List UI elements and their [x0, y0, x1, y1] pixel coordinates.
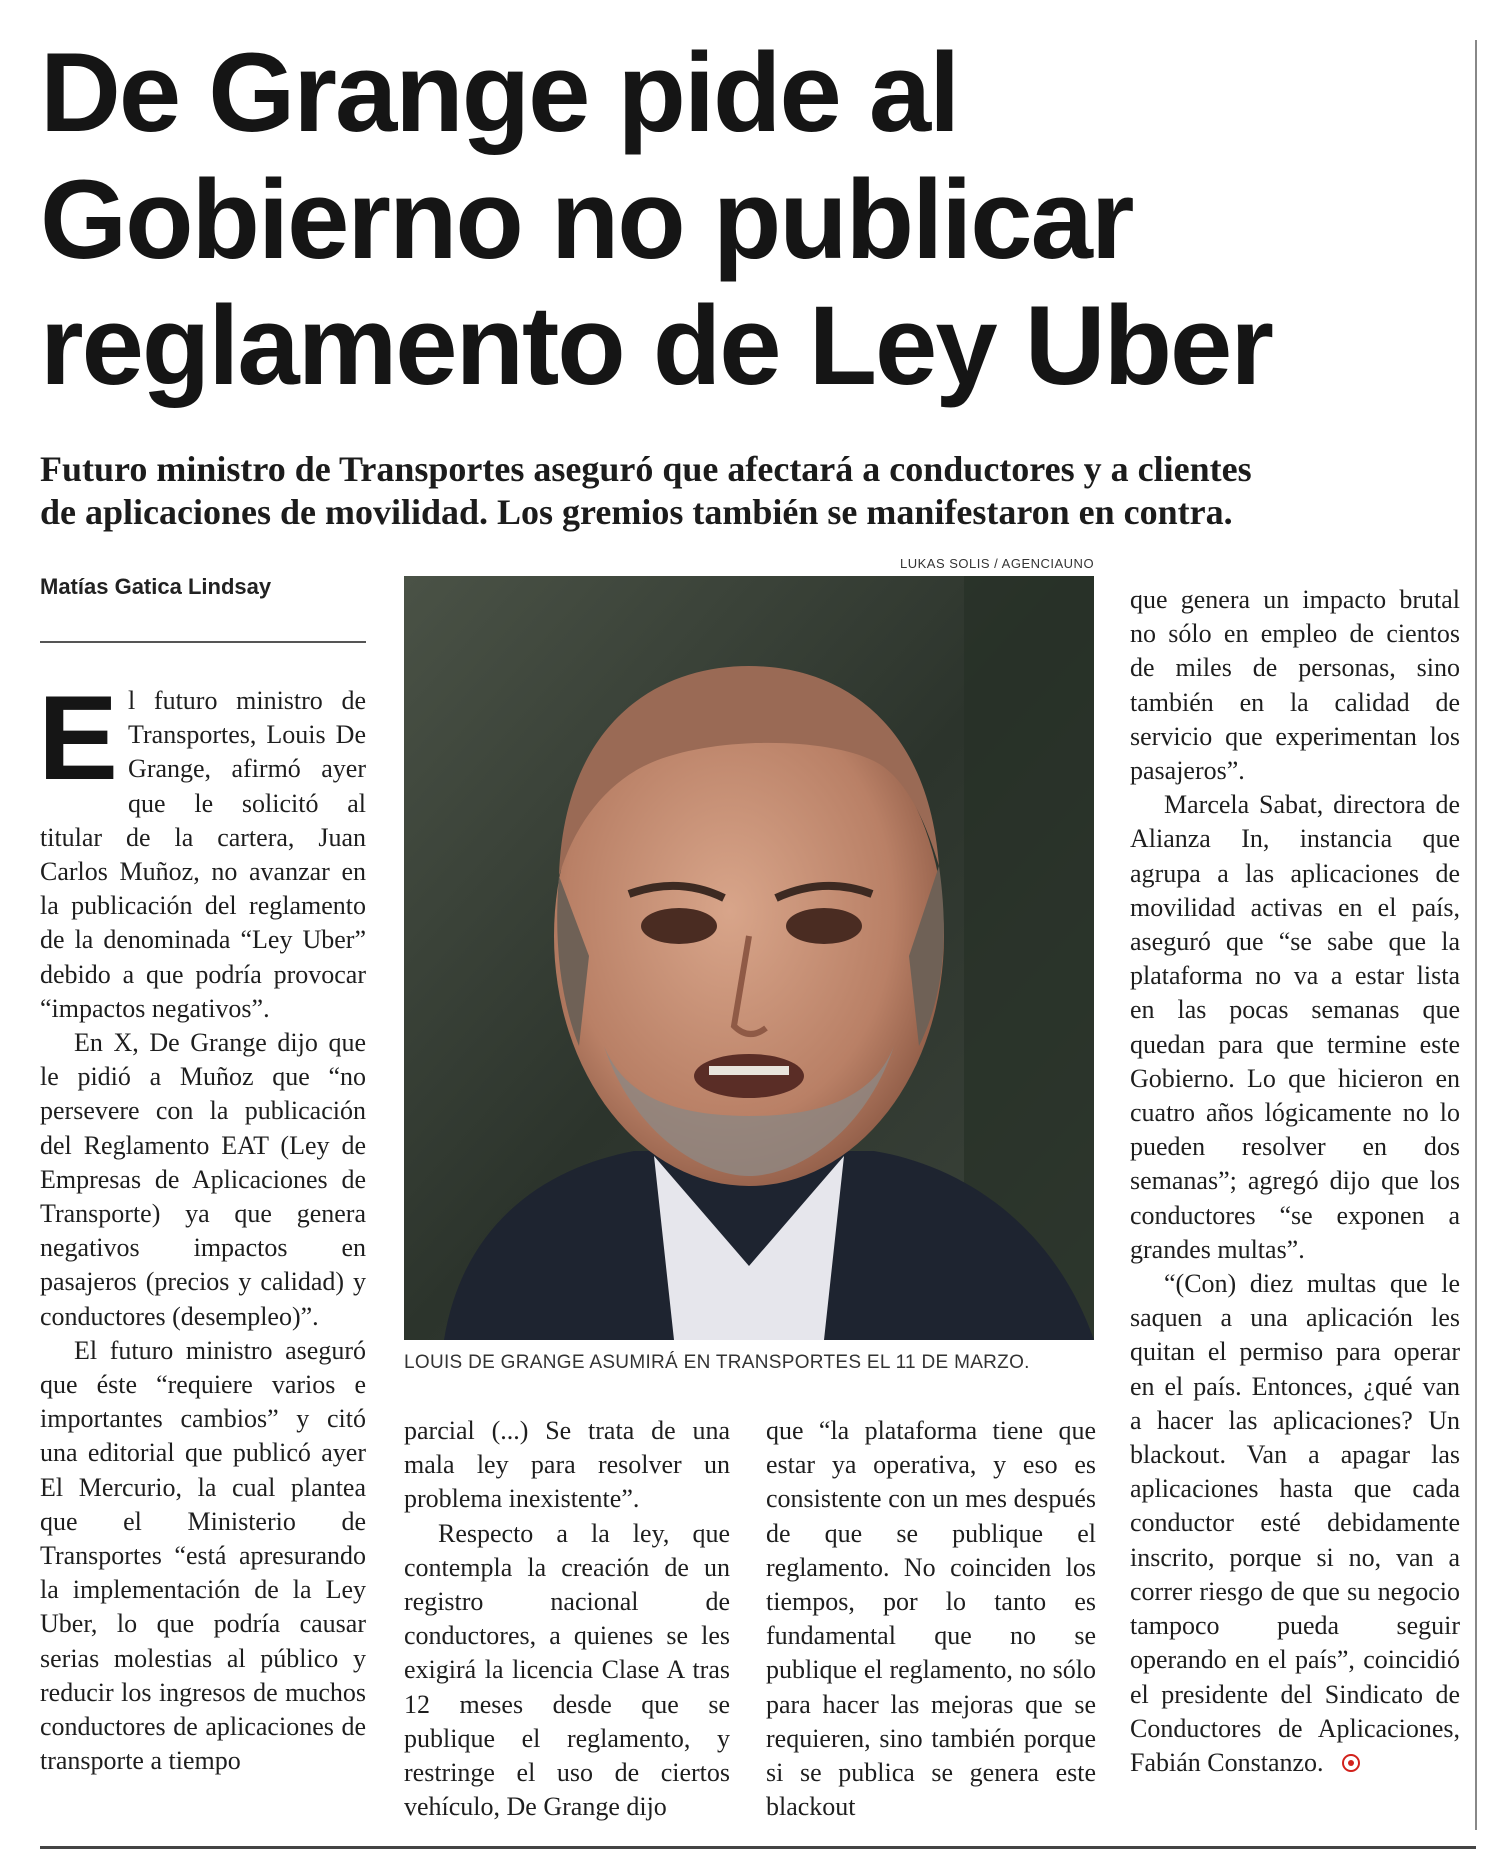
photo-credit: LUKAS SOLIS / AGENCIAUNO: [900, 556, 1095, 571]
article-column-2: [404, 1414, 730, 1824]
paragraph: En X, De Grange dijo que le pidió a Muñoz que “no persevere con la publicación del Reglamento EAT (Ley de Empresas de Aplicaciones de Transporte) ya que genera negativos impactos en pasajeros (precios y calidad) y conductores (desempleo)”.: [40, 1028, 366, 1331]
byline-divider: [40, 641, 366, 643]
photo-caption: LOUIS DE GRANGE ASUMIRÁ EN TRANSPORTES EL 11 DE MARZO.: [404, 1352, 1030, 1373]
headline-line: reglamento de Ley Uber: [40, 283, 1272, 409]
paragraph: l futuro ministro de Transportes, Louis De Grange, afirmó ayer que le solicitó al titular de la cartera, Juan Carlos Muñoz, no avanzar en la publicación del reglamento de la denominada “Ley Uber” debido a que podría provocar “impactos negativos”.: [40, 686, 366, 1023]
portrait-illustration: [404, 576, 1094, 1340]
headline: [40, 30, 1440, 410]
paragraph-text: “(Con) diez multas que le saquen a una aplicación les quitan el permiso para operar en el país. Entonces, ¿qué van a hacer las aplicaciones? Un blackout. Van a apagar las aplicaciones hasta que cada conductor esté debidamente inscrito, porque si no, van a correr riesgo de que su negocio tampoco pueda seguir operando en el país”, coincidió el presidente del Sindicato de Conductores de Aplicaciones, Fabián Constanzo.: [1130, 1269, 1460, 1777]
paragraph: que “la plataforma tiene que estar ya operativa, y eso es consistente con un mes después de que se publique el reglamento. No coinciden los tiempos, por lo tanto es fundamental que no se publique el reglamento, no sólo para hacer las mejoras que se requieren, sino también porque si se publica se genera este blackout: [766, 1416, 1096, 1822]
paragraph: [1130, 1267, 1460, 1780]
article-column-4: [1130, 583, 1460, 1780]
paragraph: El futuro ministro aseguró que éste “requiere varios e importantes cambios” y citó una editorial que publicó ayer El Mercurio, la cual plantea que el Ministerio de Transportes “está apresurando la implementación de la Ley Uber, lo que podría causar serias molestias al público y reducir los ingresos de muchos conductores de aplicaciones de transporte a tiempo: [40, 1335, 366, 1776]
article-column-3: [766, 1414, 1096, 1824]
drop-cap: E: [38, 671, 119, 805]
byline: Matías Gatica Lindsay: [40, 574, 272, 599]
paragraph: Respecto a la ley, que contempla la creación de un registro nacional de conductores, a quienes se les exigirá la licencia Clase A tras 12 meses desde que se publique el reglamento, y restringe el uso de ciertos vehículo, De Grange dijo: [404, 1518, 730, 1822]
paragraph: que genera un impacto brutal no sólo en empleo de cientos de miles de personas, sino también en la calidad de servicio que experimentan los pasajeros”.: [1130, 585, 1460, 786]
headline-line: De Grange pide al: [40, 30, 959, 155]
paragraph: Marcela Sabat, directora de Alianza In, instancia que agrupa a las aplicaciones de movilidad activas en el país, aseguró que “se sabe que la plataforma no va a estar lista en las pocas semanas que quedan para que termine este Gobierno. Lo que hicieron en cuatro años lógicamente no lo pueden resolver en dos semanas”; agregó dijo que los conductores “se exponen a grandes multas”.: [1130, 790, 1460, 1264]
subheadline: [40, 448, 1460, 534]
column-divider: [1475, 40, 1477, 1830]
article-column-1: [38, 671, 366, 1779]
subheadline-line: Futuro ministro de Transportes aseguró que afectará a conductores y a clientes: [40, 449, 1252, 489]
subheadline-line: de aplicaciones de movilidad. Los gremios también se manifestaron en contra.: [40, 492, 1233, 533]
headline-line: Gobierno no publicar: [40, 156, 1133, 282]
page-bottom-divider: [40, 1846, 1476, 1849]
end-of-article-icon: [1342, 1754, 1360, 1772]
article-photo: [404, 576, 1094, 1340]
paragraph: parcial (...) Se trata de una mala ley para resolver un problema inexistente”.: [404, 1416, 730, 1514]
